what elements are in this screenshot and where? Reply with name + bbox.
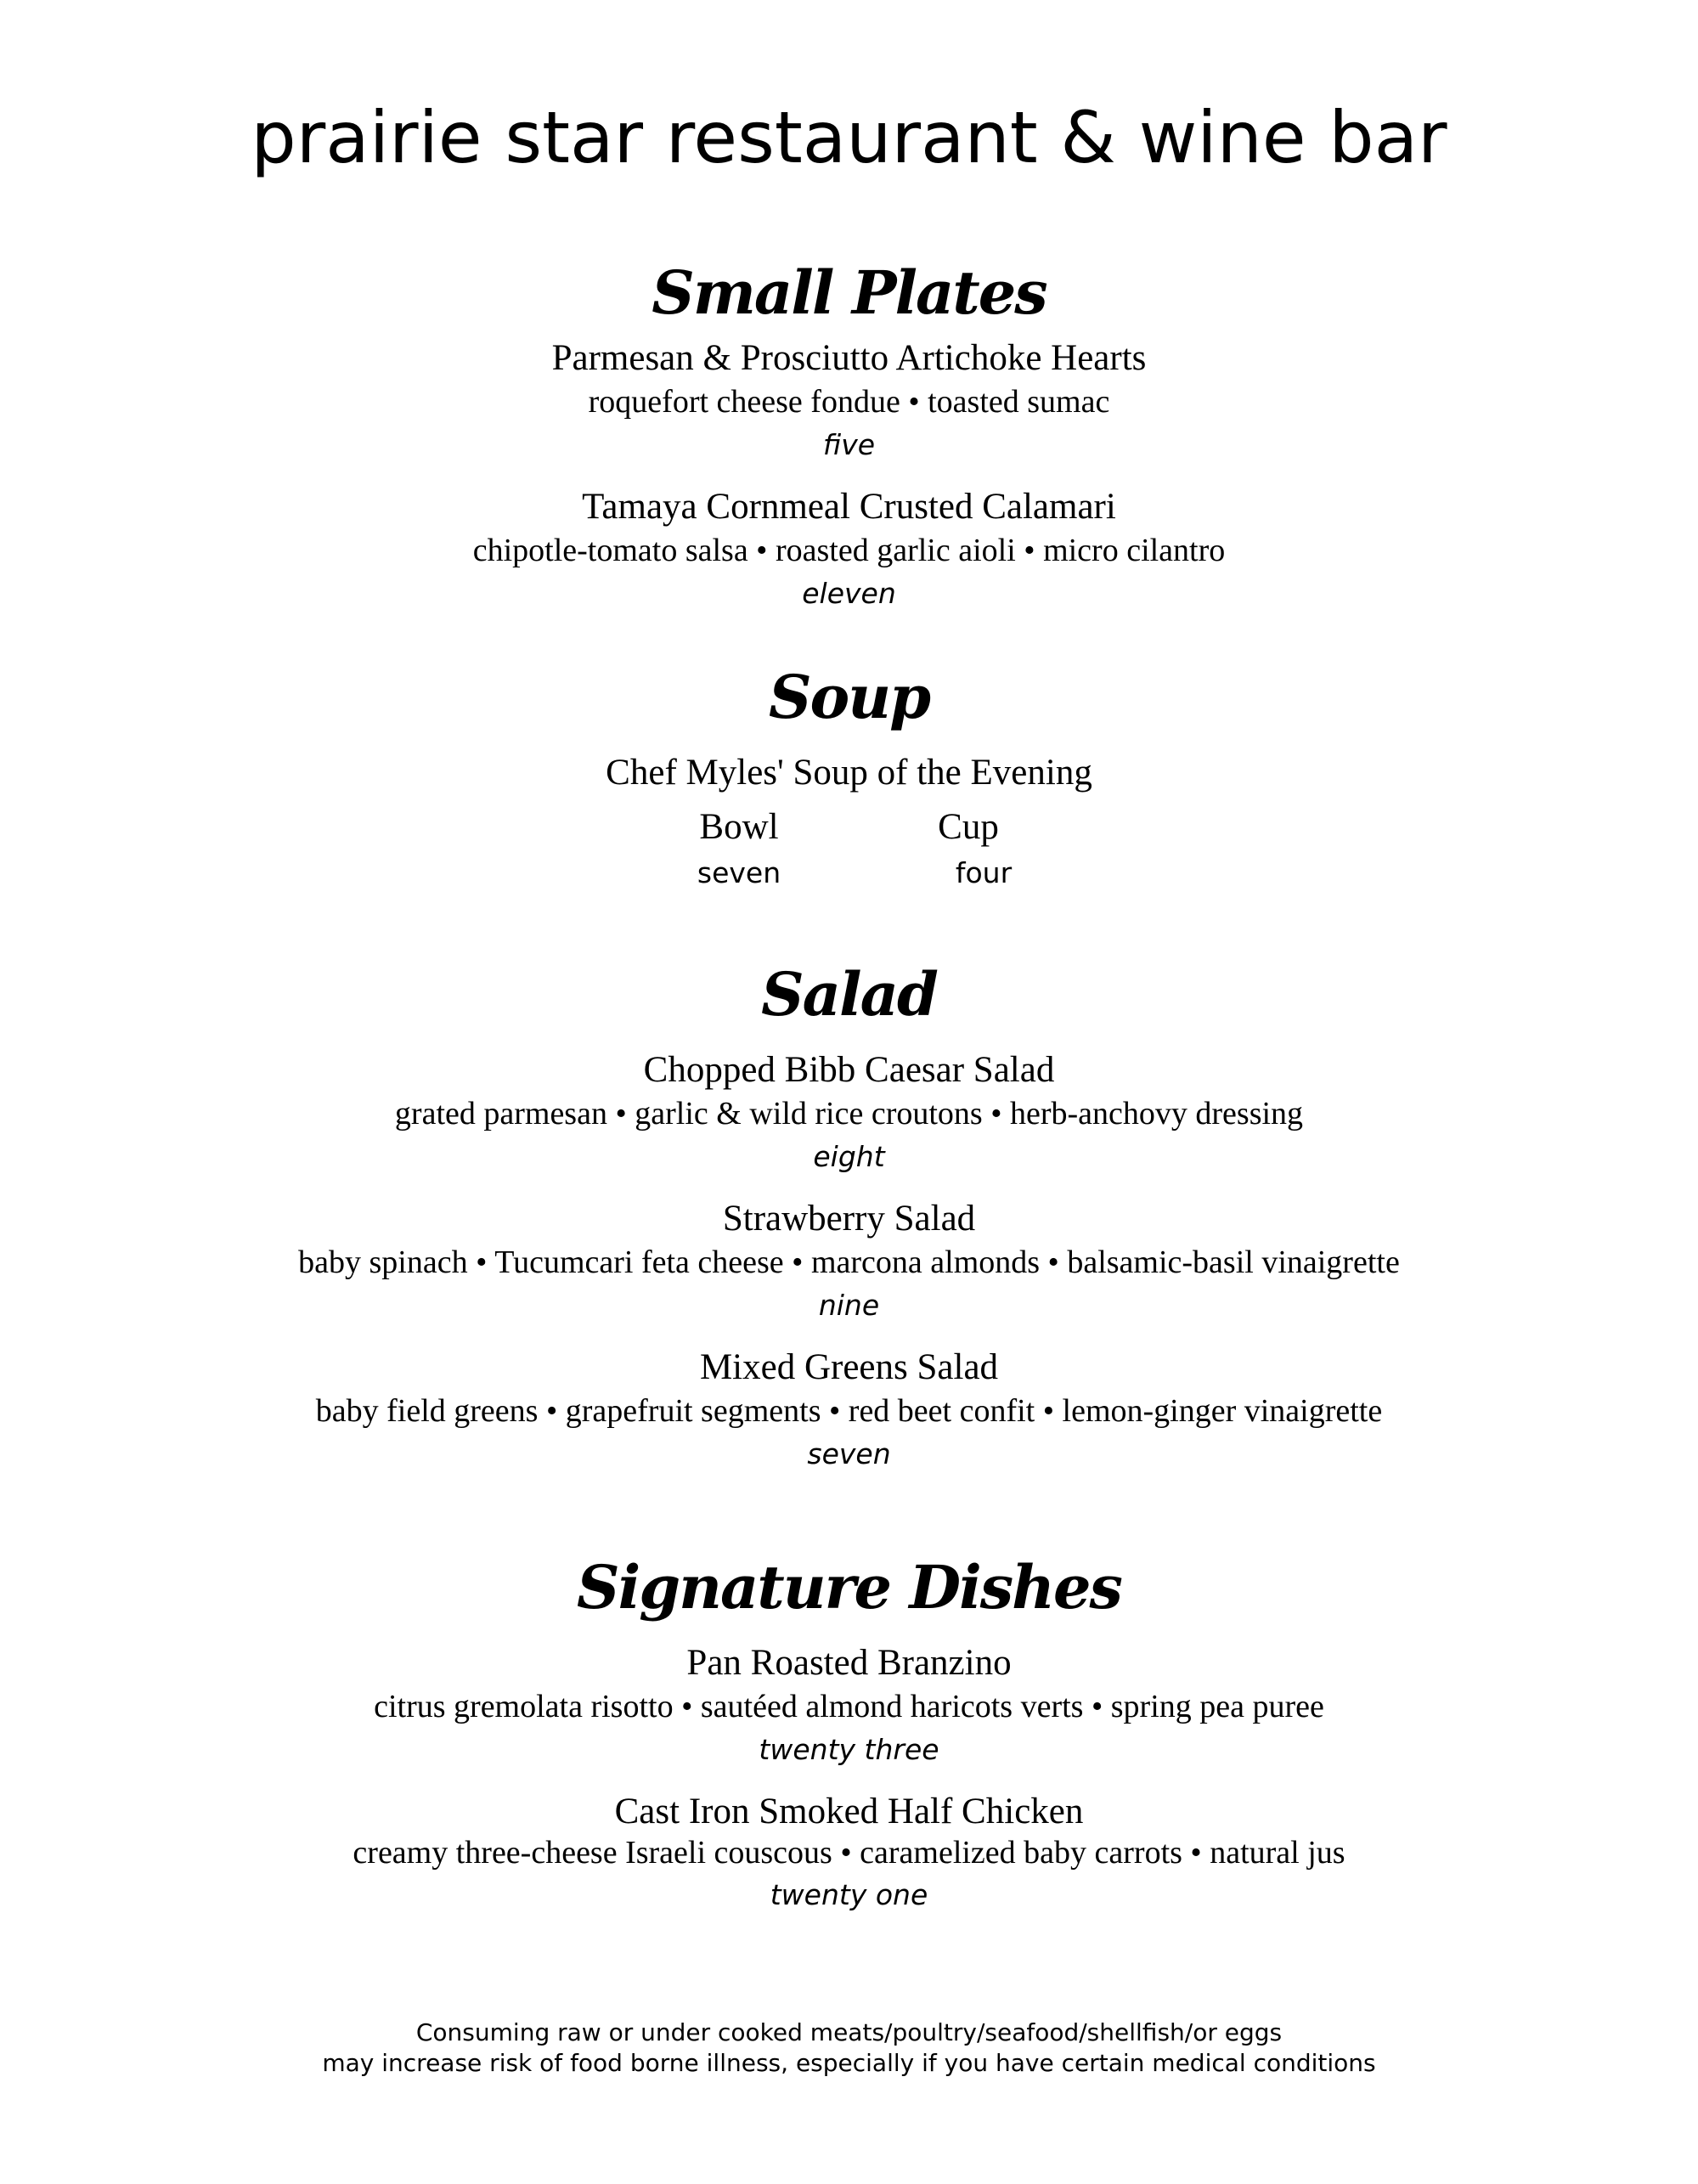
soup-size-price: four: [955, 856, 1013, 889]
dish-name: Pan Roasted Branzino: [686, 1643, 1012, 1683]
dish-price: nine: [818, 1289, 880, 1322]
restaurant-title: prairie star restaurant & wine bar: [251, 96, 1447, 179]
dish-description: chipotle-tomato salsa • roasted garlic aioli • micro cilantro: [472, 533, 1226, 568]
dish-name: Cast Iron Smoked Half Chicken: [614, 1792, 1084, 1831]
soup-size-price: seven: [697, 856, 781, 889]
dish-name: Strawberry Salad: [722, 1199, 976, 1239]
dish-name: Chopped Bibb Caesar Salad: [643, 1050, 1055, 1090]
dish-name: Parmesan & Prosciutto Artichoke Hearts: [551, 338, 1147, 378]
section-heading-soup: Soup: [768, 662, 930, 732]
dish-price: twenty one: [770, 1878, 928, 1911]
dish-price: eleven: [802, 577, 896, 610]
dish-description: baby field greens • grapefruit segments • red beet confit • lemon-ginger vinaigrette: [315, 1393, 1383, 1429]
soup-size-bowl: [671, 805, 807, 892]
soup-size-label: Bowl: [699, 807, 779, 847]
food-safety-notice-line-1: Consuming raw or under cooked meats/poultry/seafood/shellfish/or eggs: [415, 2018, 1283, 2046]
dish-description: baby spinach • Tucumcari feta cheese • marcona almonds • balsamic-basil vinaigrette: [298, 1244, 1400, 1280]
dish-price: twenty three: [759, 1733, 939, 1766]
soup-size-cup: [900, 805, 1036, 892]
dish-name: Chef Myles' Soup of the Evening: [606, 753, 1092, 793]
soup-size-label: Cup: [938, 807, 999, 847]
dish-name: Tamaya Cornmeal Crusted Calamari: [582, 487, 1116, 527]
dish-description: roquefort cheese fondue • toasted sumac: [588, 384, 1110, 420]
dish-price: five: [822, 428, 876, 461]
section-heading-signature-dishes: Signature Dishes: [577, 1552, 1121, 1622]
section-heading-salad: Salad: [761, 959, 937, 1030]
dish-price: eight: [813, 1140, 885, 1173]
dish-description: creamy three-cheese Israeli couscous • caramelized baby carrots • natural jus: [353, 1835, 1345, 1871]
dish-name: Mixed Greens Salad: [699, 1347, 999, 1387]
food-safety-notice-line-2: may increase risk of food borne illness, especially if you have certain medical conditions: [322, 2049, 1376, 2077]
dish-description: grated parmesan • garlic & wild rice croutons • herb-anchovy dressing: [394, 1096, 1304, 1132]
dish-price: seven: [807, 1437, 891, 1470]
dish-description: citrus gremolata risotto • sautéed almond haricots verts • spring pea puree: [374, 1689, 1324, 1724]
section-heading-small-plates: Small Plates: [652, 257, 1046, 328]
